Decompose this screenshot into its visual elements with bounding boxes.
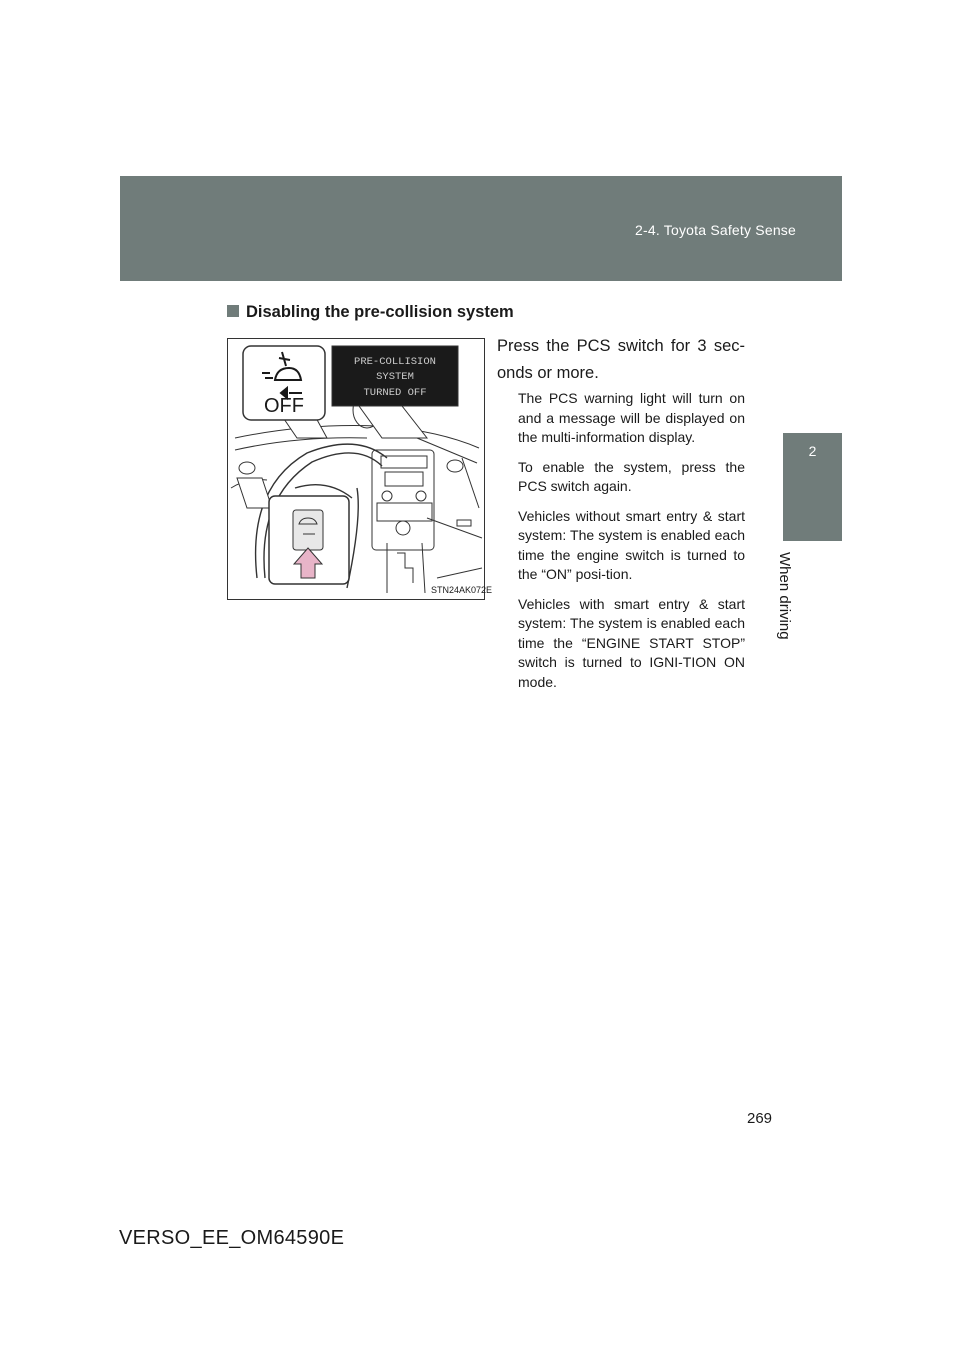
pcs-illustration	[227, 338, 493, 600]
note-without-smart-entry: Vehicles without smart entry & start system: The system is enabled each time the engine switch is turned to the “ON” posi-tion.	[518, 507, 745, 582]
section-heading	[227, 303, 514, 322]
switch-off-label: OFF	[264, 395, 304, 417]
chapter-label-wrap	[773, 552, 813, 652]
notes-block	[518, 389, 745, 702]
display-line-3: TURNED OFF	[363, 387, 427, 399]
chapter-tab	[783, 433, 842, 541]
document-code: VERSO_EE_OM64590E	[119, 1227, 345, 1249]
chapter-label: When driving	[776, 552, 793, 640]
instruction-text: Press the PCS switch for 3 sec-onds or more.	[497, 337, 745, 382]
chapter-number: 2	[808, 443, 817, 459]
display-line-1: PRE-COLLISION	[354, 356, 436, 368]
pcs-switch-button	[293, 510, 323, 550]
display-line-2: SYSTEM	[376, 371, 414, 383]
section-title: 2-4. Toyota Safety Sense	[635, 222, 796, 238]
figure-code: STN24AK072E	[431, 585, 493, 595]
note-with-smart-entry: Vehicles with smart entry & start system: The system is enabled each time the “ENGINE START STOP” switch is turned to IGNI-TION ON mode.	[518, 595, 745, 690]
page-number: 269	[747, 1110, 773, 1127]
note-enable-system: To enable the system, press the PCS switch again.	[518, 458, 745, 494]
header-band	[120, 176, 842, 281]
heading-text: Disabling the pre-collision system	[246, 303, 514, 321]
heading-square-icon	[227, 305, 239, 317]
note-warning-light: The PCS warning light will turn on and a message will be displayed on the multi-information display.	[518, 390, 745, 445]
